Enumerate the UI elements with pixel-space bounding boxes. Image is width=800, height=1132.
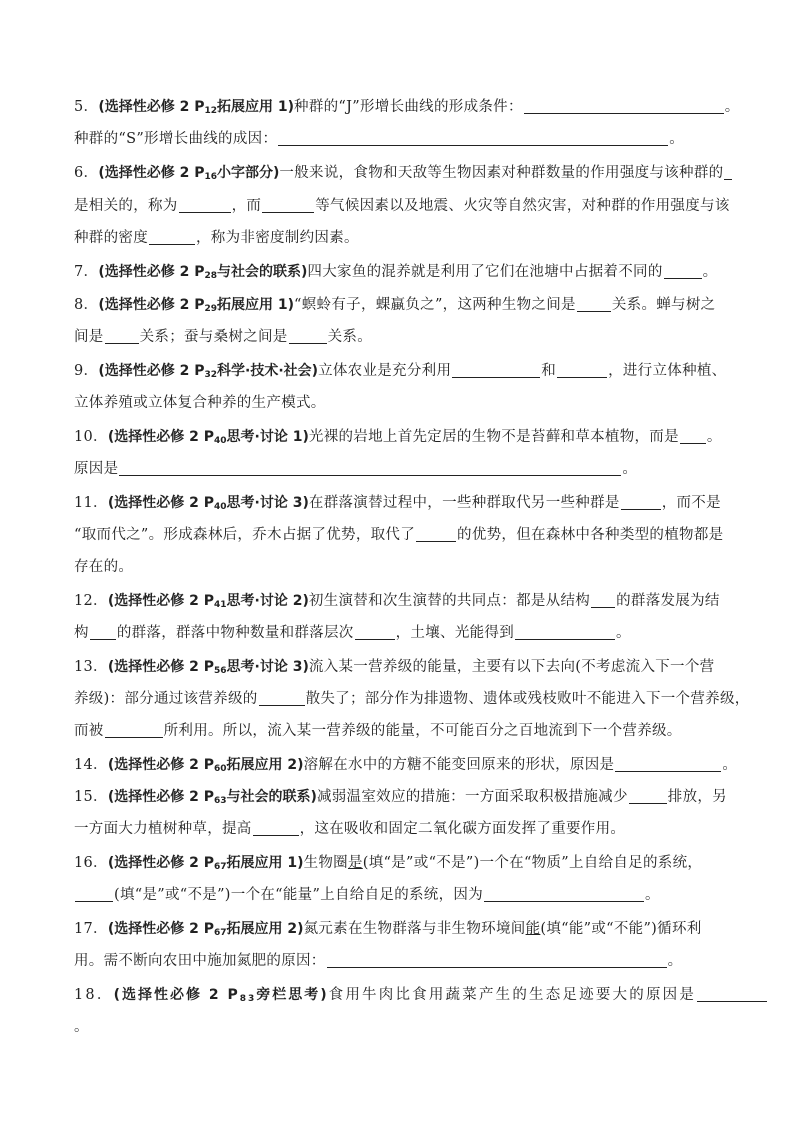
question-number: 7．: [74, 264, 99, 280]
question-number: 6．: [74, 165, 99, 181]
question-7-line-1: 7．(选择性必修 2 $P_{28}$与社会的联系)四大家鱼的混养就是利用了它们在池塘中占据着不同的 。: [74, 264, 718, 281]
question-number: 18．: [74, 987, 114, 1003]
answer-blank[interactable]: [119, 460, 621, 476]
question-text: 食用牛肉比食用蔬菜产生的生态足迹要大的原因是: [328, 987, 697, 1003]
answer-blank[interactable]: [591, 592, 615, 608]
source-reference: (选择性必修 2 $P_{83}$旁栏思考): [113, 987, 329, 1004]
question-13-line-2: 养级)：部分通过该营养级的 散失了；部分作为排遗物、遗体或残枝败叶不能进入下一个营养级，: [74, 691, 750, 707]
question-12-line-2: 构 的群落，群落中物种数量和群落层次 ，土壤、光能得到 。: [74, 625, 631, 641]
question-text: 一般来说，食物和天敌等生物因素对种群数量的作用强度与该种群的: [279, 165, 724, 181]
source-reference: (选择性必修 2 $P_{60}$拓展应用 2): [107, 757, 304, 774]
question-6-line-3: 种群的密度 ，称为非密度制约因素。: [74, 230, 359, 246]
answer-blank[interactable]: [621, 494, 661, 510]
question-12-line-1: 12．(选择性必修 2 $P_{41}$思考·讨论 2)初生演替和次生演替的共同点：都是从结构 的群落发展为结: [74, 593, 720, 610]
source-reference: (选择性必修 2 $P_{32}$科学·技术·社会): [98, 363, 319, 380]
answer-blank[interactable]: [524, 98, 724, 114]
question-15-line-2: 一方面大力植树种草，提高 ，这在吸收和固定二氧化碳方面发挥了重要作用。: [74, 821, 626, 837]
question-text: 种群的“S”形增长曲线的成因：: [74, 131, 278, 147]
source-reference: (选择性必修 2 $P_{41}$思考·讨论 2): [107, 593, 309, 610]
answer-blank[interactable]: [615, 756, 721, 772]
answer-blank[interactable]: [664, 263, 702, 279]
question-18-line-1: [74, 985, 800, 1009]
answer-blank[interactable]: [105, 328, 139, 344]
answer-blank[interactable]: [557, 362, 607, 378]
question-number: 5．: [74, 99, 99, 115]
question-13-line-1: [74, 657, 760, 681]
question-text: 立体农业是充分利用: [318, 363, 452, 379]
question-text: 光裸的岩地上首先定居的生物不是苔藓和草本植物，而是: [308, 429, 679, 445]
question-16-line-2: (填“是”或“不是”)一个在“能量”上自给自足的系统，因为 。: [74, 885, 760, 905]
question-8-line-2: 间是 关系；蚕与桑树之间是 关系。: [74, 329, 373, 345]
source-reference: (选择性必修 2 $P_{40}$思考·讨论 1): [107, 429, 309, 446]
answer-blank[interactable]: [680, 428, 706, 444]
question-6-line-2: 是相关的，称为 ，而 等气候因素以及地震、火灾等自然灾害，对种群的作用强度与该: [74, 198, 730, 214]
answer-blank[interactable]: [75, 886, 113, 902]
filled-answer: 是: [347, 855, 363, 871]
answer-blank[interactable]: [262, 197, 314, 213]
question-text: 在群落演替过程中，一些种群取代另一些种群是: [308, 495, 620, 511]
answer-blank[interactable]: [278, 130, 668, 146]
question-text: 流入某一营养级的能量，主要有以下去向(不考虑流入下一个营: [308, 659, 715, 675]
source-reference: (选择性必修 2 $P_{67}$拓展应用 1): [107, 855, 304, 872]
question-16-line-1: 16．(选择性必修 2 $P_{67}$拓展应用 1)生物圈是(填“是”或“不是”)一个在“物质”上自给自足的系统，: [74, 855, 703, 872]
answer-blank[interactable]: [327, 952, 667, 968]
question-15-line-1: 15．(选择性必修 2 $P_{63}$与社会的联系)减弱温室效应的措施：一方面采取积极措施减少 排放，另: [74, 789, 727, 806]
question-11-line-2: “取而代之”。形成森林后，乔木占据了优势，取代了 的优势，但在森林中各种类型的植物都是: [74, 527, 724, 543]
question-10-line-1: 10．(选择性必修 2 $P_{40}$思考·讨论 1)光裸的岩地上首先定居的生物不是苔藓和草本植物，而是 。: [74, 429, 722, 446]
question-5-line-1: 5．(选择性必修 2 $P_{12}$拓展应用 1)种群的“J”形增长曲线的形成条件： 。: [74, 99, 740, 116]
question-number: 13．: [74, 659, 108, 675]
answer-blank[interactable]: [289, 328, 327, 344]
question-number: 8．: [74, 297, 99, 313]
answer-blank[interactable]: [355, 624, 395, 640]
answer-blank[interactable]: [697, 986, 767, 1002]
question-number: 12．: [74, 593, 108, 609]
filled-answer: 能: [525, 921, 541, 937]
answer-blank[interactable]: [629, 788, 667, 804]
answer-blank[interactable]: [484, 886, 644, 902]
question-9-line-2: 立体养殖或立体复合种养的生产模式。: [74, 395, 326, 411]
question-number: 16．: [74, 855, 108, 871]
question-text: 四大家鱼的混养就是利用了它们在池塘中占据着不同的: [307, 264, 663, 280]
question-5-line-2: 种群的“S”形增长曲线的成因： 。: [74, 131, 685, 147]
question-14-line-1: 14．(选择性必修 2 $P_{60}$拓展应用 2)溶解在水中的方糖不能变回原来的形状，原因是 。: [74, 757, 738, 774]
answer-blank[interactable]: [105, 722, 163, 738]
answer-blank[interactable]: [90, 624, 116, 640]
answer-blank[interactable]: [515, 624, 615, 640]
question-text: “螟蛉有子，蜾蠃负之”，这两种生物之间是: [294, 297, 576, 313]
answer-blank[interactable]: [416, 526, 456, 542]
source-reference: (选择性必修 2 $P_{29}$拓展应用 1): [98, 297, 295, 314]
question-10-line-2: 原因是 。: [74, 461, 638, 477]
source-reference: (选择性必修 2 $P_{67}$拓展应用 2): [107, 921, 304, 938]
source-reference: (选择性必修 2 $P_{12}$拓展应用 1): [98, 99, 295, 116]
source-reference: (选择性必修 2 $P_{28}$与社会的联系): [98, 264, 308, 281]
answer-blank[interactable]: [259, 690, 305, 706]
question-number: 17．: [74, 921, 108, 937]
question-11-line-3: 存在的。: [74, 559, 134, 575]
question-13-line-3: 而被 所利用。所以，流入某一营养级的能量，不可能百分之百地流到下一个营养级。: [74, 723, 682, 739]
question-17-line-1: 17．(选择性必修 2 $P_{67}$拓展应用 2)氮元素在生物群落与非生物环境间能(填“能”或“不能”)循环利: [74, 921, 702, 938]
question-text: 种群的“J”形增长曲线的形成条件：: [294, 99, 523, 115]
question-number: 10．: [74, 429, 108, 445]
answer-blank[interactable]: [452, 362, 540, 378]
question-text: 减弱温室效应的措施：一方面采取积极措施减少: [316, 789, 628, 805]
question-text: 生物圈: [303, 855, 348, 871]
question-18-line-2: 。: [74, 1019, 89, 1035]
source-reference: (选择性必修 2 $P_{63}$与社会的联系): [107, 789, 317, 806]
question-8-line-1: 8．(选择性必修 2 $P_{29}$拓展应用 1)“螟蛉有子，蜾蠃负之”，这两种生物之间是 关系。蝉与树之: [74, 297, 716, 314]
answer-blank[interactable]: [577, 296, 611, 312]
question-17-line-2: 用。需不断向农田中施加氮肥的原因： 。: [74, 953, 683, 969]
source-reference: (选择性必修 2 $P_{16}$小字部分): [98, 165, 280, 182]
question-9-line-1: 9．(选择性必修 2 $P_{32}$科学·技术·社会)立体农业是充分利用 和 ，进行立体种植、: [74, 363, 727, 380]
question-number: 15．: [74, 789, 108, 805]
answer-blank[interactable]: [179, 197, 231, 213]
question-text: 氮元素在生物群落与非生物环境间: [303, 921, 526, 937]
answer-blank[interactable]: [149, 229, 195, 245]
question-number: 9．: [74, 363, 99, 379]
answer-blank[interactable]: [253, 820, 299, 836]
source-reference: (选择性必修 2 $P_{40}$思考·讨论 3): [107, 495, 309, 512]
question-text: 初生演替和次生演替的共同点：都是从结构: [308, 593, 591, 609]
question-number: 14．: [74, 757, 108, 773]
question-text: 溶解在水中的方糖不能变回原来的形状，原因是: [303, 757, 615, 773]
question-11-line-1: 11．(选择性必修 2 $P_{40}$思考·讨论 3)在群落演替过程中，一些种群取代另一些种群是 ，而不是: [74, 495, 721, 512]
answer-blank[interactable]: [724, 164, 732, 180]
source-reference: (选择性必修 2 $P_{56}$思考·讨论 3): [107, 659, 309, 676]
question-number: 11．: [74, 495, 108, 511]
question-6-line-1: [74, 163, 760, 187]
